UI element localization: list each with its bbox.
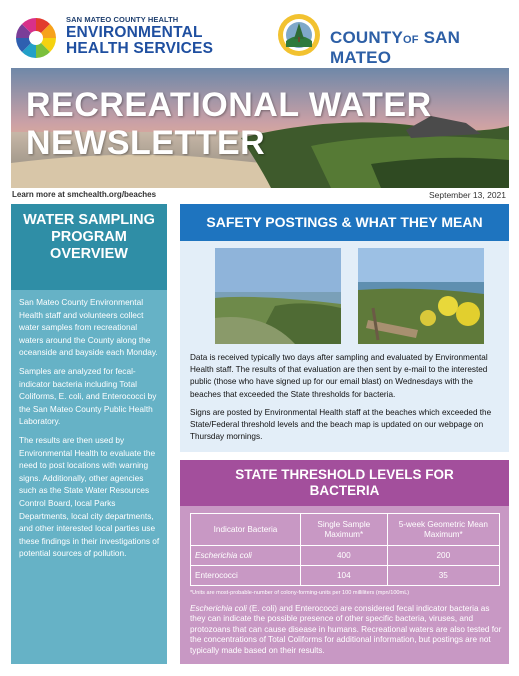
geo-mean-value: 200	[387, 546, 499, 566]
issue-date: September 13, 2021	[428, 190, 506, 200]
newsletter-title-line1: RECREATIONAL WATER	[26, 86, 432, 124]
ehs-subtitle: SAN MATEO COUNTY HEALTH	[66, 15, 179, 24]
safety-body	[190, 352, 502, 449]
coast-photo-1	[215, 248, 341, 344]
threshold-table	[190, 513, 500, 586]
column-header: 5-week Geometric Mean Maximum*	[387, 514, 499, 546]
overview-paragraph-1: San Mateo County Environmental Health staff and volunteers collect water samples from recreational waters around the County along the oceanside and bayside each Monday.	[19, 297, 158, 358]
units-footnote: *Units are most-probable-number of colony-forming-units per 100 milliliters (mpn/100mL)	[190, 590, 410, 596]
table-row	[191, 566, 500, 586]
threshold-panel	[180, 460, 509, 664]
ehs-title-line2: HEALTH SERVICES	[66, 40, 214, 57]
column-header: Indicator Bacteria	[191, 514, 301, 546]
single-sample-value: 400	[301, 546, 388, 566]
ehs-title-line1: ENVIRONMENTAL	[66, 24, 203, 41]
learn-more: Learn more at smchealth.org/beaches	[12, 190, 157, 199]
ehs-logo-icon	[14, 16, 58, 60]
header	[0, 0, 519, 68]
overview-body	[19, 296, 163, 566]
learn-more-link[interactable]: smchealth.org/beaches	[67, 190, 157, 199]
bacteria-name: Enterococci	[191, 566, 301, 586]
bacteria-name: Escherichia coli	[191, 546, 301, 566]
threshold-body: Escherichia coli (E. coli) and Enterococci are considered fecal indicator bacteria as they can indicate the possible presence of other specific bacteria, viruses, and protozoans that can cause disease in humans. Recreational waters are also tested for the concentrations of Total Coliforms for additional information, but postings are not typically made based on their results.	[190, 604, 502, 655]
column-header: Single Sample Maximum*	[301, 514, 388, 546]
table-row	[191, 546, 500, 566]
ehs-title	[66, 25, 213, 57]
safety-paragraph-1: Data is received typically two days after sampling and evaluated by Environmental Health staff. The results of that evaluation are then sent by e-mail to the interested public (those who have signed up for our email blast) on Wednesdays with the beaches that exceeded the State thresholds for bacteria.	[190, 353, 488, 399]
geo-mean-value: 35	[387, 566, 499, 586]
threshold-heading: STATE THRESHOLD LEVELS FOR BACTERIA	[180, 460, 509, 506]
safety-panel	[180, 204, 509, 452]
newsletter-title-line2: NEWSLETTER	[26, 124, 266, 162]
safety-heading: SAFETY POSTINGS & WHAT THEY MEAN	[180, 204, 509, 241]
coast-photo-2	[358, 248, 484, 344]
single-sample-value: 104	[301, 566, 388, 586]
county-seal-icon	[277, 13, 321, 57]
hero-banner	[11, 68, 509, 188]
newsletter-title	[26, 86, 446, 162]
overview-heading: WATER SAMPLING PROGRAM OVERVIEW	[11, 204, 167, 290]
overview-panel	[11, 204, 167, 664]
overview-paragraph-3: The results are then used by Environmental Health to evaluate the need to post locations with warning signs. Additionally, other agencies such as the State Water Resources Control Board, local Parks Departments, local city departments, and other interested local parties use these findings in their investigations of potential sources of pollution.	[19, 434, 160, 559]
safety-paragraph-2: Signs are posted by Environmental Health staff at the beaches which exceeded the State/Federal threshold levels and the beach map is updated on our webpage on Thursday mornings.	[190, 407, 492, 442]
overview-paragraph-2: Samples are analyzed for fecal-indicator bacteria including Total Coliforms, E. coli, and Enterococci by the San Mateo County Public Health Laboratory.	[19, 365, 157, 427]
county-name: COUNTYOF SAN MATEO	[330, 28, 461, 67]
